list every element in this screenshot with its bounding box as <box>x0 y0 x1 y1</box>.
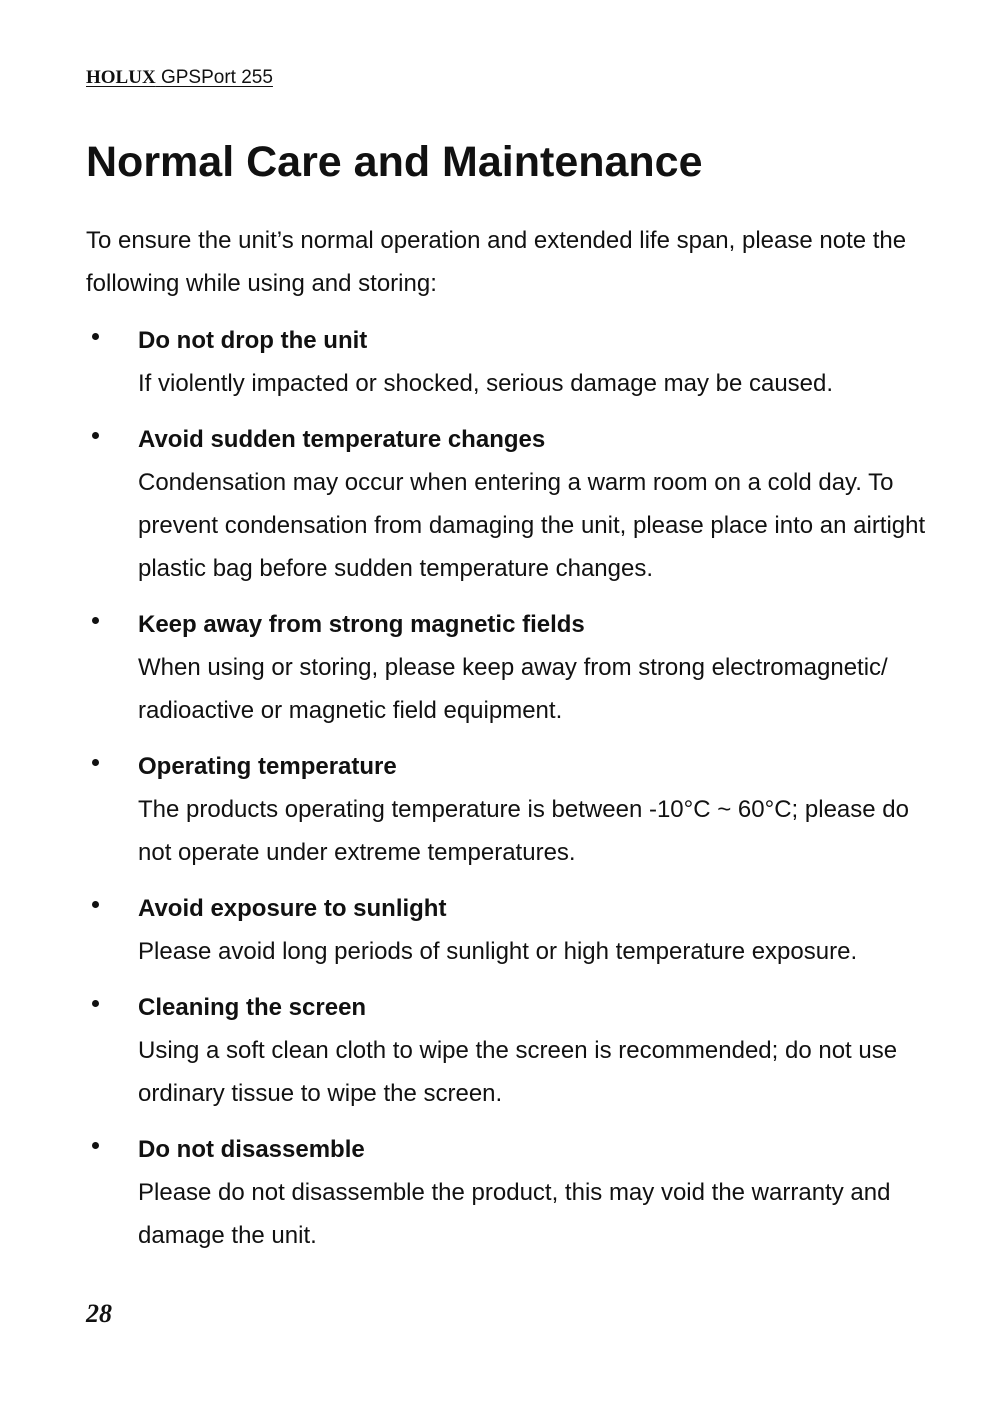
list-item <box>86 419 946 590</box>
item-title: Cleaning the screen <box>138 994 367 1021</box>
item-body: If violently impacted or shocked, serious damage may be caused. <box>138 370 834 397</box>
item-title: Do not disassemble <box>138 1136 365 1163</box>
item-body: Using a soft clean cloth to wipe the screen is recommended; do not use ordinary tissue to wipe the screen. <box>138 1037 898 1107</box>
list-item <box>86 1129 946 1257</box>
list-item <box>86 746 946 874</box>
list-item <box>86 604 946 732</box>
item-body: The products operating temperature is between -10°C ~ 60°C; please do not operate under extreme temperatures. <box>138 796 909 866</box>
bullet-icon <box>92 333 99 340</box>
running-header <box>86 66 273 90</box>
bullet-icon <box>92 617 99 624</box>
model-name: GPSPort 255 <box>160 67 273 88</box>
item-title: Avoid sudden temperature changes <box>138 426 546 453</box>
care-list <box>86 320 946 1271</box>
page-title: Normal Care and Maintenance <box>86 138 703 186</box>
item-body: Condensation may occur when entering a warm room on a cold day. To prevent condensation from damaging the unit, please place into an airtight plastic bag before sudden temperature changes. <box>138 469 926 582</box>
intro-paragraph: To ensure the unit’s normal operation and extended life span, please note the following while using and storing: <box>86 227 907 297</box>
item-title: Avoid exposure to sunlight <box>138 895 447 922</box>
bullet-icon <box>92 1142 99 1149</box>
list-item <box>86 320 946 405</box>
item-title: Keep away from strong magnetic fields <box>138 611 585 638</box>
brand-name: HOLUX <box>86 67 156 88</box>
page-number: 28 <box>86 1299 112 1328</box>
bullet-icon <box>92 432 99 439</box>
item-body: Please do not disassemble the product, this may void the warranty and damage the unit. <box>138 1179 891 1249</box>
item-body: Please avoid long periods of sunlight or high temperature exposure. <box>138 938 858 965</box>
bullet-icon <box>92 901 99 908</box>
item-title: Operating temperature <box>138 753 397 780</box>
list-item <box>86 987 946 1115</box>
list-item <box>86 888 946 973</box>
item-title: Do not drop the unit <box>138 327 368 354</box>
bullet-icon <box>92 1000 99 1007</box>
bullet-icon <box>92 759 99 766</box>
item-body: When using or storing, please keep away from strong electromagnetic/ radioactive or magnetic field equipment. <box>138 654 888 724</box>
